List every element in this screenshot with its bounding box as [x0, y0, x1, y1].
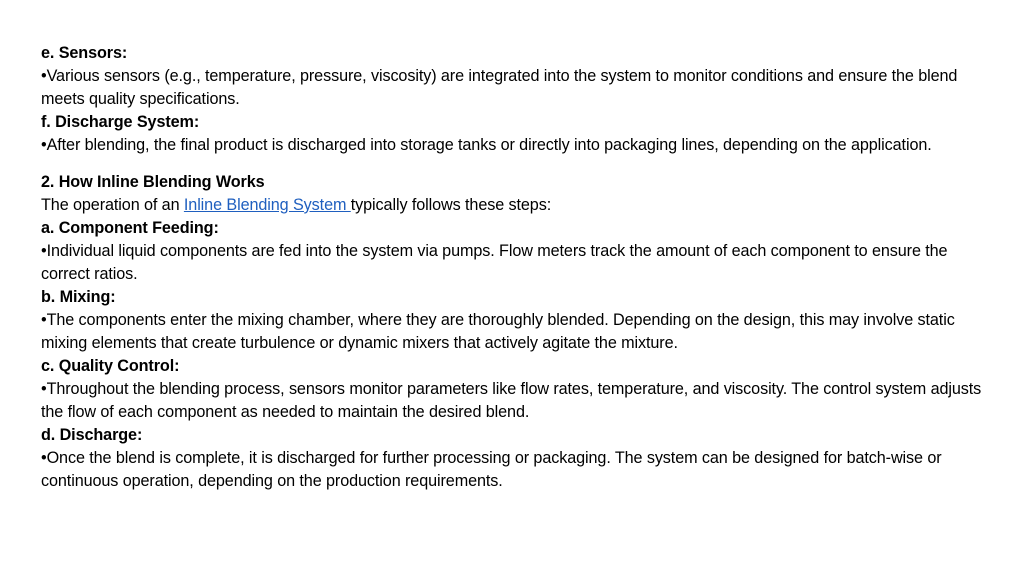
- component-feeding-text: •Individual liquid components are fed into the system via pumps. Flow meters track the amount of each component to ensure the correct ratios.: [41, 242, 948, 283]
- section-title: 2. How Inline Blending Works: [41, 173, 265, 191]
- quality-control-heading: c. Quality Control:: [41, 357, 180, 375]
- section-spacer: [41, 157, 986, 171]
- intro-text-after: typically follows these steps:: [350, 196, 552, 214]
- mixing-heading: b. Mixing:: [41, 288, 116, 306]
- intro-text-before: The operation of an: [41, 196, 184, 214]
- intro-paragraph: [41, 194, 986, 217]
- quality-control-text: •Throughout the blending process, sensors monitor parameters like flow rates, temperature, and viscosity. The control system adjusts the flow of each component as needed to maintain the desired blend.: [41, 380, 982, 421]
- discharge-system-heading: f. Discharge System:: [41, 113, 200, 131]
- sensors-text: •Various sensors (e.g., temperature, pressure, viscosity) are integrated into the system to monitor conditions and ensure the blend meets quality specifications.: [41, 67, 958, 108]
- sensors-heading: e. Sensors:: [41, 44, 128, 62]
- discharge-heading: d. Discharge:: [41, 426, 143, 444]
- discharge-text: •Once the blend is complete, it is discharged for further processing or packaging. The system can be designed for batch-wise or continuous operation, depending on the production requirements.: [41, 449, 942, 490]
- inline-blending-system-link[interactable]: Inline Blending System: [183, 196, 351, 214]
- mixing-text: •The components enter the mixing chamber, where they are thoroughly blended. Depending on the design, this may involve static mixing elements that create turbulence or dynamic mixers that actively agitate the mixture.: [41, 311, 955, 352]
- component-feeding-heading: a. Component Feeding:: [41, 219, 219, 237]
- slide-content: [41, 42, 986, 493]
- discharge-system-text: •After blending, the final product is discharged into storage tanks or directly into packaging lines, depending on the application.: [41, 136, 932, 154]
